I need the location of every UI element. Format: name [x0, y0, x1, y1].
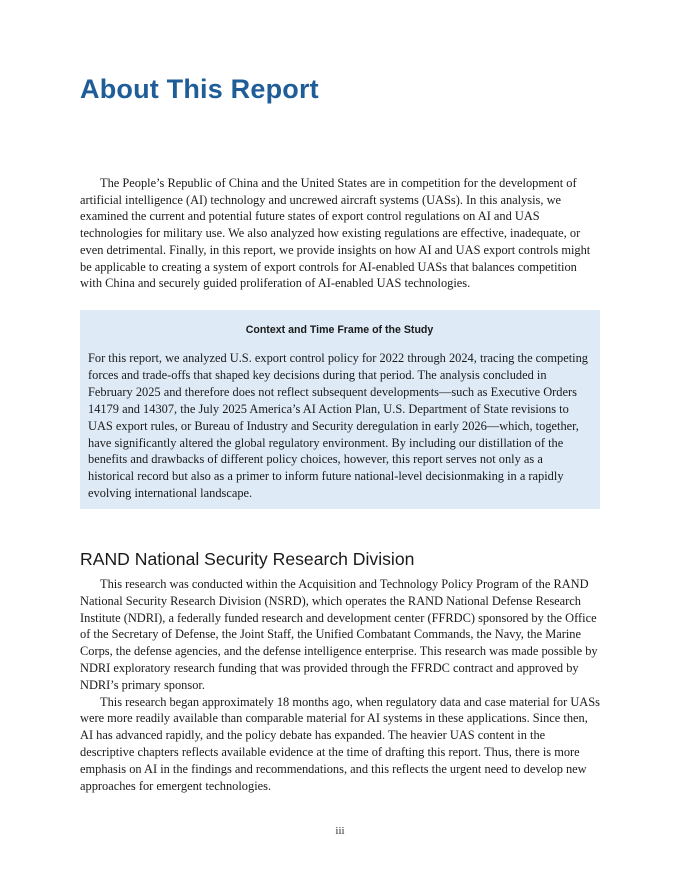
- section-body: [80, 576, 600, 794]
- section-paragraph: This research was conducted within the Acquisition and Technology Policy Program of the RAND National Security Research Division (NSRD), which operates the RAND National Defense Research Institute (NDRI), a federally funded research and development center (FFRDC) sponsored by the Office of the Secretary of Defense, the Joint Staff, the Unified Combatant Commands, the Navy, the Marine Corps, the defense agencies, and the defense intelligence enterprise. This research was made possible by NDRI exploratory research funding that was provided through the FFRDC contract and approved by NDRI’s primary sponsor.: [80, 577, 598, 692]
- section-heading: RAND National Security Research Division: [80, 549, 415, 569]
- intro-paragraph: The People’s Republic of China and the United States are in competition for the development of artificial intelligence (AI) technology and uncrewed aircraft systems (UASs). In this analysis, we examined the current and potential future states of export control regulations on AI and UAS technologies for military use. We also analyzed how existing regulations are effective, inadequate, or even detrimental. Finally, in this report, we provide insights on how AI and UAS export controls might be applicable to creating a system of export controls for AI-enabled UASs that balances competition with China and securely guided proliferation of AI-enabled UAS technologies.: [80, 176, 591, 291]
- section-paragraph: This research began approximately 18 months ago, when regulatory data and case material for UASs were more readily available than comparable material for AI systems in these applications. Since then, AI has advanced rapidly, and the policy debate has expanded. The heavier UAS content in the descriptive chapters reflects available evidence at the time of drafting this report. Thus, there is more emphasis on AI in the findings and recommendations, and this reflects the urgent need to develop new approaches for emergent technologies.: [80, 694, 600, 793]
- callout-body: For this report, we analyzed U.S. export control policy for 2022 through 2024, tracing the competing forces and trade-offs that shaped key decisions during that period. The analysis concluded in February 2025 and therefore does not reflect subsequent developments—such as Executive Orders 14179 and 14307, the July 2025 America’s AI Action Plan, U.S. Department of State revisions to UAS export rules, or Bureau of Industry and Security deregulation in early 2026—which, together, have significantly altered the global regulatory environment. By including our distillation of the benefits and drawbacks of different policy choices, however, this report serves not only as a historical record but also as a primer to inform future national-level decisionmaking in a rapidly evolving international landscape.: [88, 351, 588, 501]
- page-title: About This Report: [80, 74, 319, 104]
- page-number: iii: [335, 825, 345, 837]
- callout-title: Context and Time Frame of the Study: [245, 324, 434, 336]
- context-callout-box: [80, 310, 600, 509]
